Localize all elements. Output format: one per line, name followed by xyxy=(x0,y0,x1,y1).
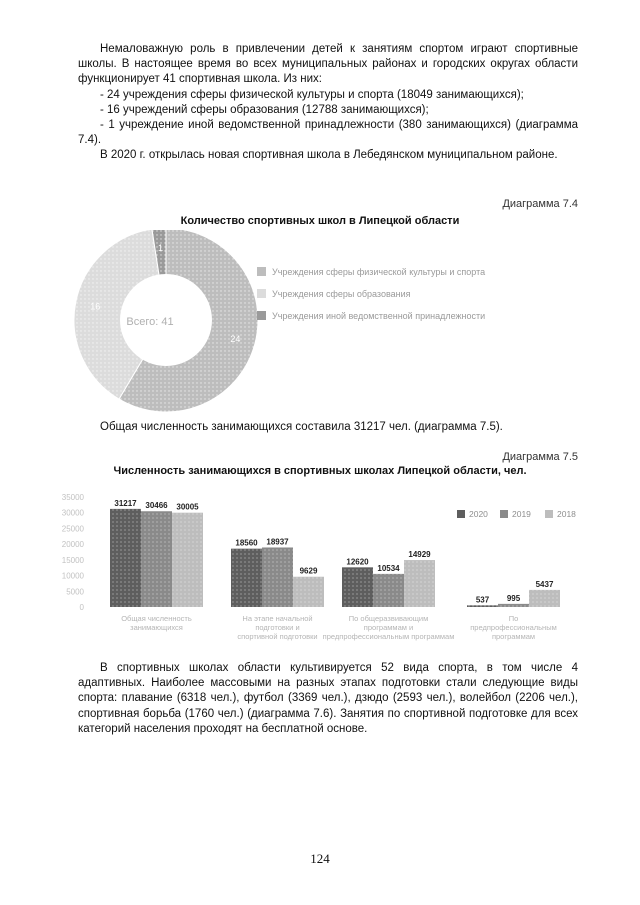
after-paragraph: В спортивных школах области культивируется 52 вида спорта, в том числе 4 адаптивных. Наиболее массовыми на разных этапах подготовки стали следующие виды спорта: плавание (6318 чел.), футбол (3369 чел.), дзюдо (2593 чел.), волейбол (2206 чел.), спортивная борьба (1760 чел.) (диаграмма 7.6). Занятия по спортивной подготовке для всех категорий населения проходят на бесплатной основе. xyxy=(78,662,578,735)
legend-label: 2020 xyxy=(469,509,488,519)
bar-texture xyxy=(529,590,560,607)
legend-swatch xyxy=(257,311,266,320)
between-text xyxy=(78,420,578,435)
bar-texture xyxy=(141,511,172,607)
y-tick-label: 0 xyxy=(79,603,84,612)
y-tick-label: 30000 xyxy=(61,508,84,518)
category-label: По общеразвивающим xyxy=(348,614,429,623)
pie-value-label: 24 xyxy=(230,334,241,345)
bar-value-label: 30466 xyxy=(145,501,168,511)
bar-texture xyxy=(262,547,293,607)
bar-value-label: 30005 xyxy=(176,502,199,512)
between-paragraph: Общая численность занимающихся составила 31217 чел. (диаграмма 7.5). xyxy=(100,421,503,433)
intro-paragraph-2: В 2020 г. открылась новая спортивная школа в Лебедянском муниципальном районе. xyxy=(100,149,558,162)
donut-center-label: Всего: 41 xyxy=(126,316,174,328)
pie-value-label: 16 xyxy=(90,301,101,312)
bar-value-label: 31217 xyxy=(114,498,137,508)
bar-value-label: 14929 xyxy=(408,550,431,560)
intro-paragraph: Немаловажную роль в привлечении детей к занятиям спортом играют спортивные школы. В настоящее время во всех муниципальных районах и городских округах области функционирует 41 спортивная школа. Из них: xyxy=(78,43,578,86)
bar-texture xyxy=(172,513,203,607)
legend-label: 2019 xyxy=(512,509,531,519)
chart-title: Численность занимающихся в спортивных школах Липецкой области, чел. xyxy=(113,465,527,477)
legend-label: Учреждения сферы физической культуры и спорта xyxy=(272,267,486,277)
after-text xyxy=(78,661,578,737)
category-label: По xyxy=(508,614,519,623)
y-tick-label: 15000 xyxy=(61,555,84,565)
y-tick-label: 10000 xyxy=(61,571,84,581)
legend-swatch xyxy=(457,510,465,518)
list-item: - 24 учреждения сферы физической культуры и спорта (18049 занимающихся); xyxy=(100,88,524,101)
legend-swatch xyxy=(257,289,266,298)
category-label: программам xyxy=(491,632,536,641)
bar-value-label: 995 xyxy=(506,593,521,603)
bar-value-label: 537 xyxy=(475,595,490,605)
legend-label: Учреждения иной ведомственной принадлежности xyxy=(272,311,486,321)
bar-value-label: 12620 xyxy=(346,557,369,567)
category-label: занимающихся xyxy=(130,623,183,632)
y-tick-label: 25000 xyxy=(61,524,84,534)
bar-texture xyxy=(293,577,324,607)
bar-value-label: 5437 xyxy=(535,579,554,589)
y-tick-label: 20000 xyxy=(61,540,84,550)
y-tick-label: 5000 xyxy=(66,587,84,597)
bar-texture xyxy=(342,567,373,607)
list-item: - 1 учреждение иной ведомственной принадлежности (380 занимающихся) (диаграмма 7.4). xyxy=(78,119,578,147)
category-label: предпрофессиональным xyxy=(470,623,557,632)
category-label: спортивной подготовки xyxy=(237,632,318,641)
legend-label: Учреждения сферы образования xyxy=(272,289,411,299)
legend-swatch xyxy=(257,267,266,276)
y-tick-label: 35000 xyxy=(61,493,84,502)
chart-title: Количество спортивных школ в Липецкой области xyxy=(180,215,460,227)
legend-swatch xyxy=(500,510,508,518)
figure-label: Диаграмма 7.4 xyxy=(502,198,578,210)
bar-texture xyxy=(404,560,435,607)
intro-text xyxy=(78,42,578,164)
bar-value-label: 9629 xyxy=(299,566,318,576)
category-label: На этапе начальной xyxy=(242,614,313,623)
bar-texture xyxy=(498,604,529,607)
bar-texture xyxy=(110,509,141,607)
category-label: предпрофессиональным программам xyxy=(322,632,455,641)
legend-label: 2018 xyxy=(557,509,576,519)
list-item: - 16 учреждений сферы образования (12788 занимающихся); xyxy=(100,103,429,116)
pie-value-label: 1 xyxy=(157,243,163,254)
bar-value-label: 18560 xyxy=(235,538,258,548)
category-label: Общая численность xyxy=(121,614,192,623)
figure-label: Диаграмма 7.5 xyxy=(502,451,578,463)
donut-chart xyxy=(0,230,640,420)
bar-value-label: 18937 xyxy=(266,537,289,547)
bar-texture xyxy=(373,574,404,607)
bar-texture xyxy=(231,549,262,607)
bar-texture xyxy=(467,605,498,607)
bar-chart xyxy=(0,485,640,650)
category-label: подготовки и xyxy=(255,623,300,632)
legend-swatch xyxy=(545,510,553,518)
bar-value-label: 10534 xyxy=(377,563,400,573)
category-label: программам и xyxy=(363,623,414,632)
page-number: 124 xyxy=(310,851,330,866)
